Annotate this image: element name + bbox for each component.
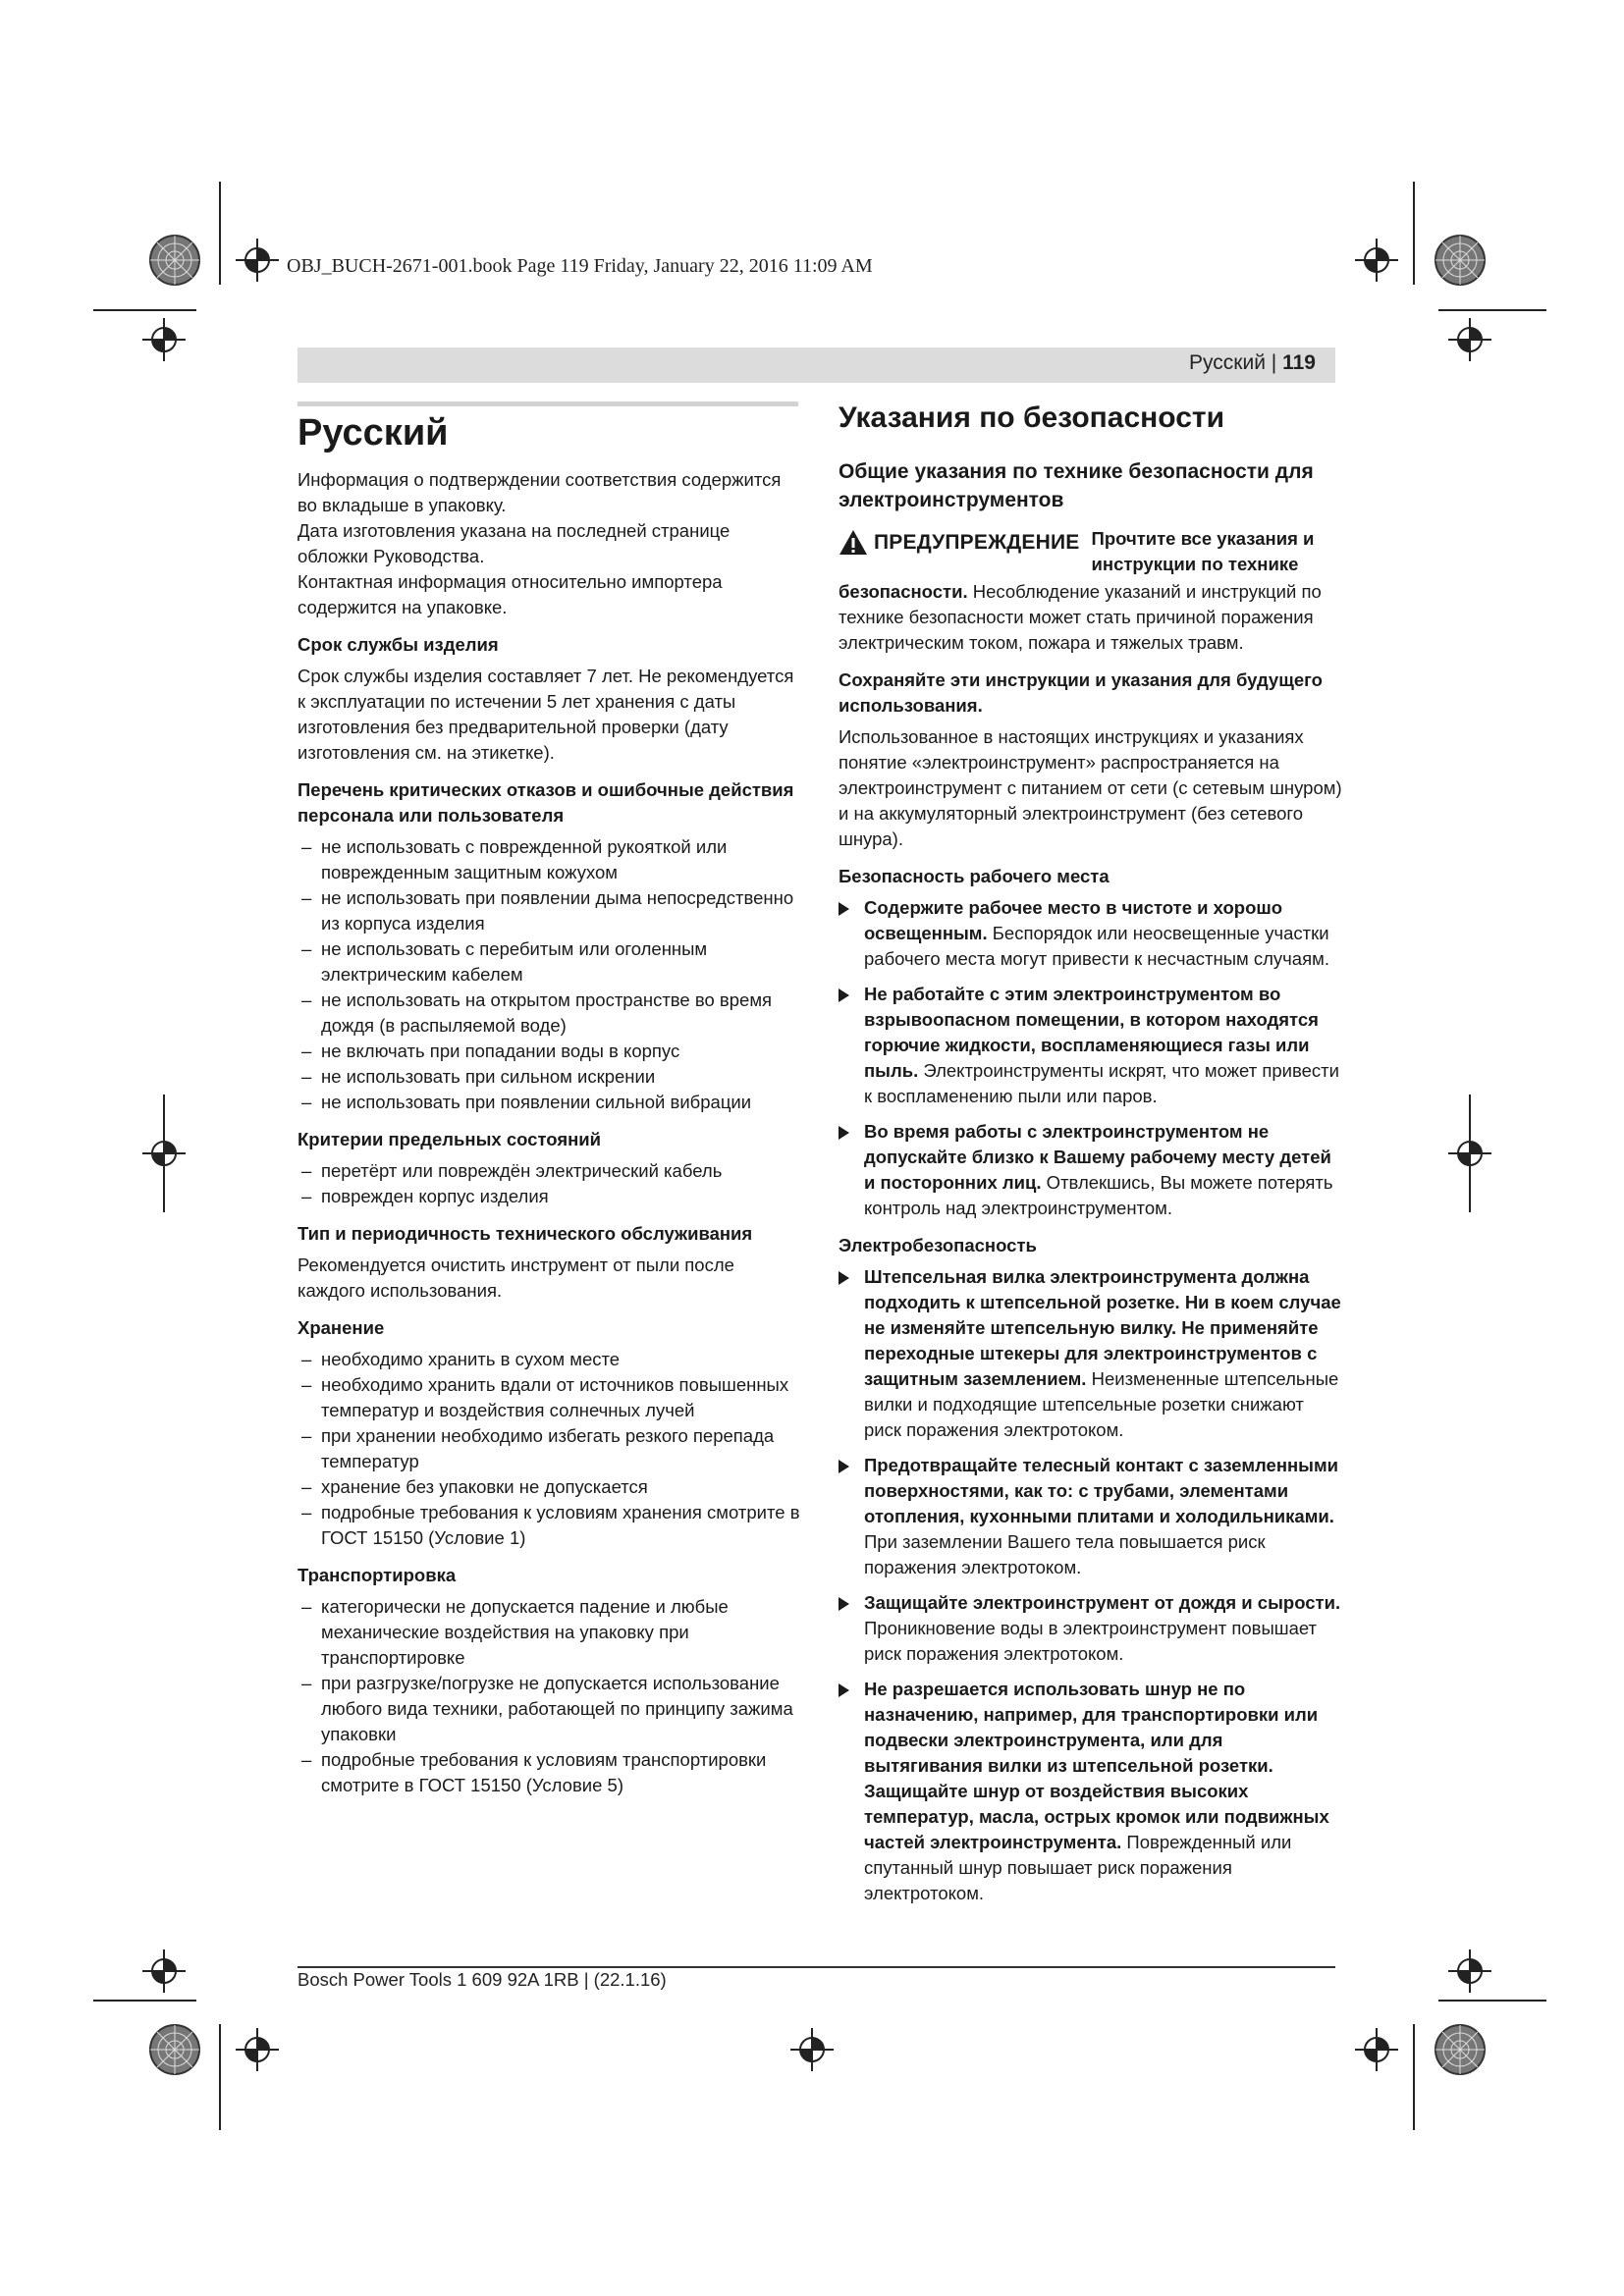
item-text: Поврежденный или спутанный шнур повышает риск поражения электротоком. xyxy=(864,1832,1292,1903)
bullet-arrow-icon xyxy=(839,902,849,916)
failures-list xyxy=(298,834,802,1115)
list-item: – при хранении необходимо избегать резкого перепада температур xyxy=(298,1423,802,1474)
page-number: 119 xyxy=(1282,351,1316,374)
warning-head: Прочтите все указания и инструкции по технике xyxy=(1091,528,1315,574)
list-item: – не использовать при сильном искрении xyxy=(298,1064,802,1090)
transport-list xyxy=(298,1594,802,1798)
limit-states-heading: Критерии предельных состояний xyxy=(298,1129,602,1149)
item-bold: Во время работы с электроинструментом не допускайте близко к Вашему рабочему месту детей и посторонних лиц. xyxy=(864,1121,1331,1193)
item-text: Неизмененные штепсельные вилки и подходящие штепсельные розетки снижают риск поражения электротоком. xyxy=(864,1368,1339,1440)
item-text: Отвлекшись, Вы можете потерять контроль над электроинструментом. xyxy=(864,1172,1333,1218)
page-header-band xyxy=(298,347,1335,383)
list-item: – не использовать при появлении дыма непосредственно из корпуса изделия xyxy=(298,885,802,936)
maintenance-text: Рекомендуется очистить инструмент от пыли после каждого использования. xyxy=(298,1255,734,1301)
list-item: – перетёрт или повреждён электрический кабель xyxy=(298,1158,802,1184)
list-item: – не использовать на открытом пространстве во время дождя (в распыляемой воде) xyxy=(298,988,802,1039)
electrical-item xyxy=(839,1590,1343,1667)
warning-text xyxy=(839,579,1343,656)
list-item: – хранение без упаковки не допускается xyxy=(298,1474,802,1500)
page-title: Русский xyxy=(298,412,449,454)
intro-paragraph-2: Дата изготовления указана на последней странице обложки Руководства. xyxy=(298,520,731,566)
list-item: – необходимо хранить вдали от источников повышенных температур и воздействия солнечных лучей xyxy=(298,1372,802,1423)
bullet-arrow-icon xyxy=(839,1597,849,1611)
item-text: Проникновение воды в электроинструмент повышает риск поражения электротоком. xyxy=(864,1618,1318,1664)
electrical-item xyxy=(839,1264,1343,1443)
bullet-arrow-icon xyxy=(839,988,849,1002)
safety-subtitle: Общие указания по технике безопасности для электроинструментов xyxy=(839,460,1314,511)
header-separator: | xyxy=(1271,351,1277,374)
maintenance-heading: Тип и периодичность технического обслуживания xyxy=(298,1223,753,1244)
item-bold: Штепсельная вилка электроинструмента должна подходить к штепсельной розетке. Ни в коем случае не изменяйте штепсельную вилку. Не применяйте переходные штекеры для электроинструментов с защитным заземлением. xyxy=(864,1266,1341,1389)
item-bold: Содержите рабочее место в чистоте и хорошо освещенным. xyxy=(864,897,1283,943)
page-footer: Bosch Power Tools 1 609 92A 1RB | (22.1.16) xyxy=(298,1969,667,1990)
storage-list xyxy=(298,1347,802,1551)
transport-heading: Транспортировка xyxy=(298,1565,457,1585)
file-info: OBJ_BUCH-2671-001.book Page 119 Friday, January 22, 2016 11:09 AM xyxy=(287,255,873,277)
warning-triangle-icon xyxy=(839,529,868,556)
service-life-heading: Срок службы изделия xyxy=(298,634,499,655)
list-item: – подробные требования к условиям транспортировки смотрите в ГОСТ 15150 (Условие 5) xyxy=(298,1747,802,1798)
footer-rule xyxy=(298,1966,1335,1968)
right-column xyxy=(839,400,1343,1916)
intro-paragraph-3: Контактная информация относительно импортера содержится на упаковке. xyxy=(298,571,723,617)
workplace-item xyxy=(839,982,1343,1109)
list-item: – необходимо хранить в сухом месте xyxy=(298,1347,802,1372)
list-item: – не включать при попадании воды в корпус xyxy=(298,1039,802,1064)
limit-states-list xyxy=(298,1158,802,1209)
warning-label: ПРЕДУПРЕЖДЕНИЕ xyxy=(874,530,1080,554)
bullet-arrow-icon xyxy=(839,1683,849,1697)
list-item: – категорически не допускается падение и любые механические воздействия на упаковку при транспортировке xyxy=(298,1594,802,1671)
warning-cont-bold: безопасности. xyxy=(839,581,968,602)
electrical-item xyxy=(839,1453,1343,1580)
item-text: Электроинструменты искрят, что может привести к воспламенению пыли или паров. xyxy=(864,1060,1339,1106)
item-bold: Предотвращайте телесный контакт с заземленными поверхностями, как то: с трубами, элементами отопления, кухонными плитами и холодильниками. xyxy=(864,1455,1339,1526)
list-item: – не использовать при появлении сильной вибрации xyxy=(298,1090,802,1115)
workplace-item xyxy=(839,1119,1343,1221)
safety-title: Указания по безопасности xyxy=(839,401,1225,434)
warning-cont: Несоблюдение указаний и инструкций по технике безопасности может стать причиной поражения электрическим током, пожара и тяжелых травм. xyxy=(839,581,1322,653)
workplace-item xyxy=(839,895,1343,972)
item-bold: Защищайте электроинструмент от дождя и сырости. xyxy=(864,1592,1341,1613)
list-item: – подробные требования к условиям хранения смотрите в ГОСТ 15150 (Условие 1) xyxy=(298,1500,802,1551)
bullet-arrow-icon xyxy=(839,1271,849,1285)
item-bold: Не работайте с этим электроинструментом во взрывоопасном помещении, в котором находятся горючие жидкости, воспламеняющиеся газы или пыль. xyxy=(864,984,1319,1081)
list-item: – при разгрузке/погрузке не допускается использование любого вида техники, работающей по принципу зажима упаковки xyxy=(298,1671,802,1747)
keep-text: Использованное в настоящих инструкциях и указаниях понятие «электроинструмент» распространяется на электроинструмент с питанием от сети (с сетевым шнуром) и на аккумуляторный электроинструмент (без сетевого шнура). xyxy=(839,726,1342,849)
service-life-text: Срок службы изделия составляет 7 лет. Не рекомендуется к эксплуатации по истечении 5 лет хранения с даты изготовления без предварительной проверки (дату изготовления см. на этикетке). xyxy=(298,666,794,763)
storage-heading: Хранение xyxy=(298,1317,385,1338)
item-text: Беспорядок или неосвещенные участки рабочего места могут привести к несчастным случаям. xyxy=(864,923,1329,969)
bullet-arrow-icon xyxy=(839,1126,849,1140)
electrical-item xyxy=(839,1677,1343,1906)
list-item: – поврежден корпус изделия xyxy=(298,1184,802,1209)
item-bold: Не разрешается использовать шнур не по назначению, например, для транспортировки или подвески электроинструмента, или для вытягивания вилки из штепсельной розетки. Защищайте шнур от воздействия высоких температур, масла, острых кромок или подвижных частей электроинструмента. xyxy=(864,1679,1329,1852)
list-item: – не использовать с поврежденной рукояткой или поврежденным защитным кожухом xyxy=(298,834,802,885)
intro-paragraph-1: Информация о подтверждении соответствия содержится во вкладыше в упаковку. xyxy=(298,469,782,515)
failures-heading: Перечень критических отказов и ошибочные действия персонала или пользователя xyxy=(298,779,794,826)
workplace-heading: Безопасность рабочего места xyxy=(839,866,1110,886)
warning-badge xyxy=(839,529,1080,556)
list-item: – не использовать с перебитым или оголенным электрическим кабелем xyxy=(298,936,802,988)
warning-block xyxy=(839,526,1343,577)
electrical-heading: Электробезопасность xyxy=(839,1235,1037,1255)
page-header xyxy=(1189,351,1316,375)
keep-heading: Сохраняйте эти инструкции и указания для будущего использования. xyxy=(839,669,1323,716)
left-column xyxy=(298,410,802,1798)
header-language: Русский xyxy=(1189,351,1266,374)
title-rule xyxy=(298,401,798,406)
item-text: При заземлении Вашего тела повышается риск поражения электротоком. xyxy=(864,1531,1266,1577)
bullet-arrow-icon xyxy=(839,1460,849,1473)
